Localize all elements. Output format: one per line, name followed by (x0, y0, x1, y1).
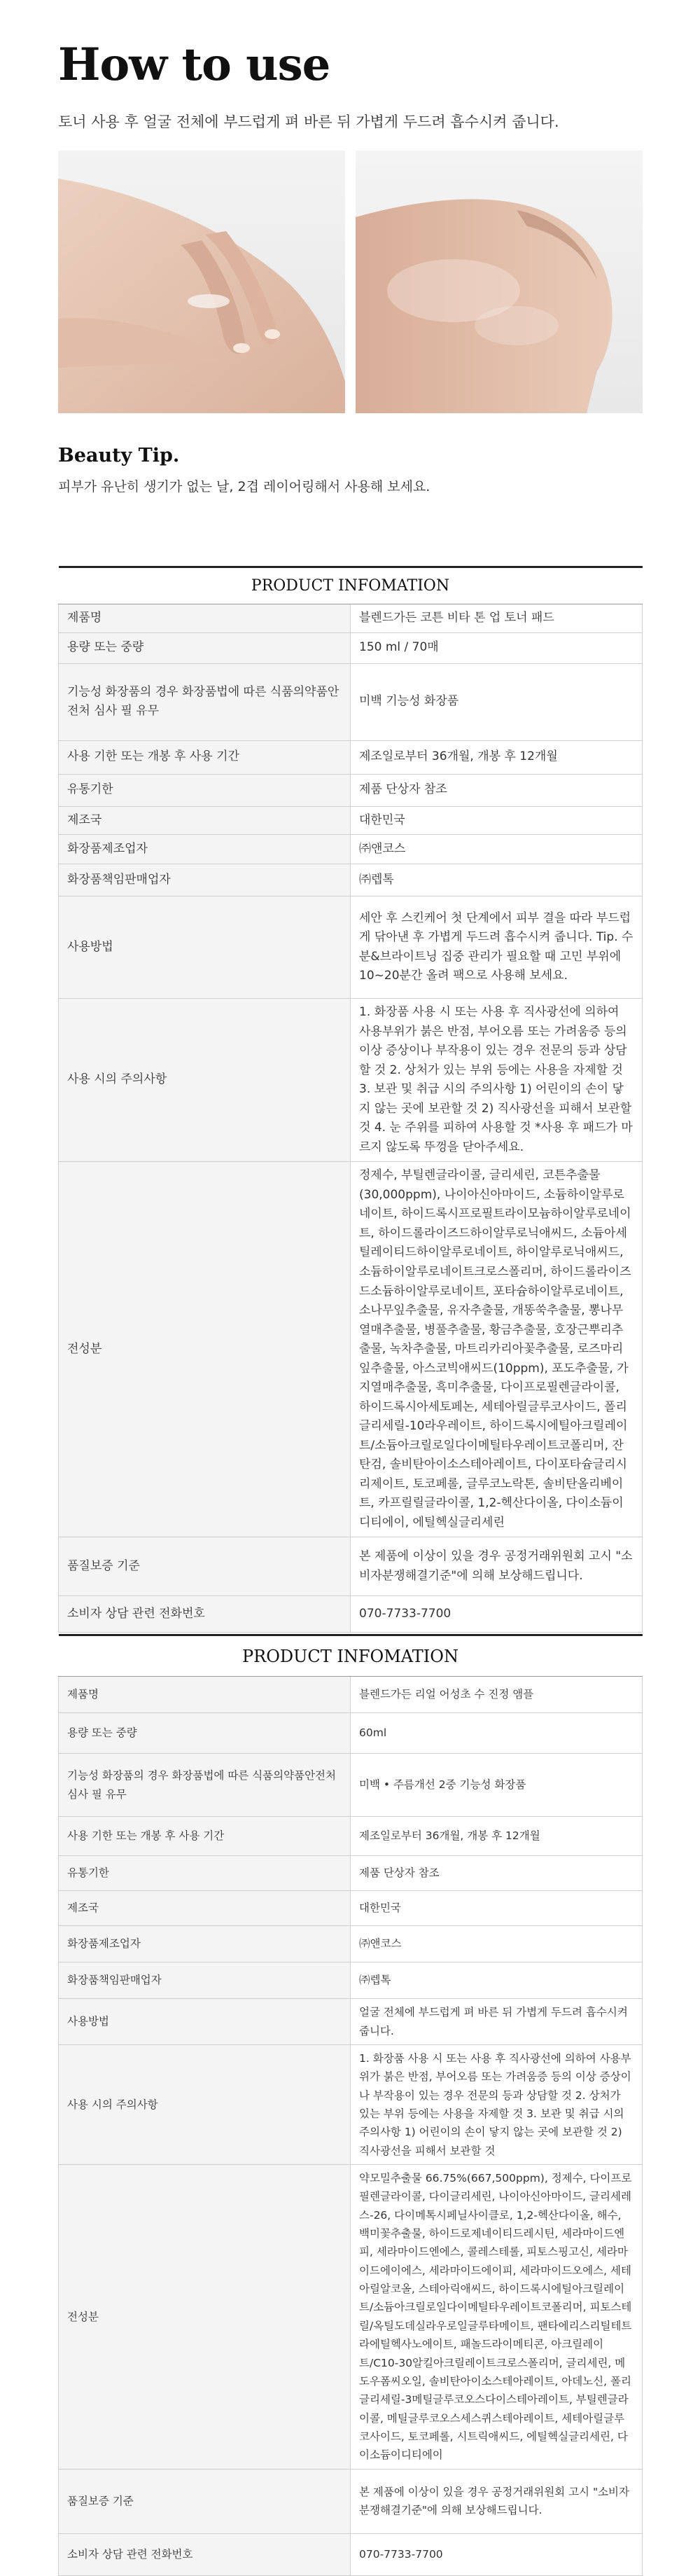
table-row (59, 2469, 643, 2533)
beauty-tip-description: 피부가 유난히 생기가 없는 날, 2겹 레이어링해서 사용해 보세요. (58, 479, 430, 494)
row-value: 정제수, 부틸렌글라이콜, 글리세린, 코튼추출물(30,000ppm), 나이아신아마이드, 소듐하이알루로네이트, 하이드록시프로필트라이모늄하이알루로네이트, 하이드롤라이즈드하이알루로닉애씨드, 소듐아세틸레이티드하이알루로네이트, 하이알루로닉애씨드, 소듐하이알루로네이트크로스폴리머, 하이드롤라이즈드소듐하이알루로네이트, 포타슘하이알루로네이트, 소나무잎추출물, 유자추출물, 개똥쑥추출물, 뽕나무열매추출물, 병풀추출물, 황금추출물, 호장근뿌리추출물, 녹차추출물, 마트리카리아꽃추출물, 로즈마리잎추출물, 아스코빅애씨드(10ppm), 포도추출물, 가지열매추출물, 흑미추출물, 다이프로필렌글라이콜, 하이드록시아세토페논, 세테아릴글루코사이드, 폴리글리세릴-10라우레이트, 하이드록시에틸아크릴레이트/소듐아크릴로일다이메틸타우레이트코폴리머, 잔탄검, 솔비탄아이소스테아레이트, 다이포타슘글리시리제이트, 토코페롤, 글루코노락톤, 솔비탄올리베이트, 카프릴릴글라이콜, 1,2-헥산다이올, 다이소듐이디티에이, 에틸헥실글리세린 (351, 1162, 643, 1537)
table-row (59, 774, 643, 806)
row-label: 화장품책임판매업자 (59, 864, 351, 896)
row-value: 제품 단상자 참조 (351, 774, 643, 806)
row-label: 품질보증 기준 (59, 2469, 351, 2533)
row-value: 대한민국 (351, 806, 643, 835)
row-label: 화장품제조업자 (59, 1926, 351, 1962)
row-value: 1. 화장품 사용 시 또는 사용 후 직사광선에 의하여 사용부위가 붉은 반점, 부어오름 또는 가려움증 등의 이상 증상이나 부작용이 있는 경우 전문의 등과 상담할 것 2. 상처가 있는 부위 등에는 사용을 자제할 것 3. 보관 및 취급 시의 주의사항 1) 어린이의 손이 닿지 않는 곳에 보관할 것 2) 직사광선을 피해서 보관할 것 4. 눈 주위를 피하여 사용할 것 *사용 후 패드가 마르지 않도록 뚜껑을 닫아주세요. (351, 999, 643, 1162)
row-value: 1. 화장품 사용 시 또는 사용 후 직사광선에 의하여 사용부위가 붉은 반점, 부어오름 또는 가려움증 등의 이상 증상이나 부작용이 있는 경우 전문의 등과 상담할 것 2. 상처가 있는 부위 등에는 사용을 자제할 것 3. 보관 및 취급 시의 주의사항 1) 어린이의 손이 닿지 않는 곳에 보관할 것 2) 직사광선을 피해서 보관할 것 (351, 2045, 643, 2165)
table-row (59, 806, 643, 835)
row-value: ㈜앤코스 (351, 835, 643, 864)
row-value: 블렌드가든 리얼 어성초 수 진정 앰플 (351, 1677, 643, 1713)
table-row (59, 896, 643, 999)
row-label: 화장품책임판매업자 (59, 1962, 351, 1999)
row-label: 소비자 상담 관련 전화번호 (59, 1596, 351, 1633)
table-row (59, 604, 643, 633)
row-value: 미백 기능성 화장품 (351, 663, 643, 740)
row-value: 070-7733-7700 (351, 1596, 643, 1633)
table-heading: PRODUCT INFOMATION (59, 1635, 643, 1677)
table-heading: PRODUCT INFOMATION (59, 567, 643, 604)
table-row (59, 663, 643, 740)
table-row (59, 2045, 643, 2165)
row-value: 블렌드가든 코튼 비타 톤 업 토너 패드 (351, 604, 643, 633)
row-label: 용량 또는 중량 (59, 1713, 351, 1754)
table-row (59, 632, 643, 663)
row-label: 화장품제조업자 (59, 835, 351, 864)
row-label: 사용 기한 또는 개봉 후 사용 기간 (59, 1817, 351, 1856)
row-label: 사용 시의 주의사항 (59, 2045, 351, 2165)
row-value: 070-7733-7700 (351, 2533, 643, 2575)
row-label: 사용 시의 주의사항 (59, 999, 351, 1162)
application-photo-fingers (58, 151, 345, 413)
row-value: 150 ml / 70매 (351, 632, 643, 663)
table-row (59, 1596, 643, 1633)
row-value: 제조일로부터 36개월, 개봉 후 12개월 (351, 740, 643, 774)
row-label: 유통기한 (59, 774, 351, 806)
table-row (59, 999, 643, 1162)
row-label: 사용 기한 또는 개봉 후 사용 기간 (59, 740, 351, 774)
hand-absorbed-icon (356, 151, 643, 413)
row-value: 본 제품에 이상이 있을 경우 공정거래위원회 고시 "소비자분쟁해결기준"에 의해 보상해드립니다. (351, 2469, 643, 2533)
hand-applying-product-icon (58, 151, 345, 413)
row-value: 60ml (351, 1713, 643, 1754)
row-label: 품질보증 기준 (59, 1537, 351, 1596)
row-value: 본 제품에 이상이 있을 경우 공정거래위원회 고시 "소비자분쟁해결기준"에 의해 보상해드립니다. (351, 1537, 643, 1596)
table-row (59, 1856, 643, 1891)
row-label: 기능성 화장품의 경우 화장품법에 따른 식품의약품안전처 심사 필 유무 (59, 663, 351, 740)
row-value: ㈜앤코스 (351, 1926, 643, 1962)
table-row (59, 1754, 643, 1817)
how-to-use-description: 토너 사용 후 얼굴 전체에 부드럽게 펴 바른 뒤 가볍게 두드려 흡수시켜 줍니다. (58, 113, 559, 130)
row-label: 용량 또는 중량 (59, 632, 351, 663)
beauty-tip-title: Beauty Tip. (58, 445, 180, 466)
table-row (59, 1713, 643, 1754)
product-info-table-toner-pad (58, 566, 643, 1633)
table-row (59, 1817, 643, 1856)
row-value: 세안 후 스킨케어 첫 단계에서 피부 결을 따라 부드럽게 닦아낸 후 가볍게 두드려 흡수시켜 줍니다. Tip. 수분&브라이트닝 집중 관리가 필요할 때 고민 부위에 10~20분간 올려 팩으로 사용해 보세요. (351, 896, 643, 999)
table-row (59, 1162, 643, 1537)
table-row (59, 1677, 643, 1713)
row-label: 소비자 상담 관련 전화번호 (59, 2533, 351, 2575)
table-row (59, 2165, 643, 2470)
row-label: 유통기한 (59, 1856, 351, 1891)
row-value: 얼굴 전체에 부드럽게 펴 바른 뒤 가볍게 두드려 흡수시켜 줍니다. (351, 1999, 643, 2045)
row-label: 전성분 (59, 2165, 351, 2470)
row-value: 대한민국 (351, 1891, 643, 1926)
table-row (59, 1999, 643, 2045)
row-label: 기능성 화장품의 경우 화장품법에 따른 식품의약품안전처 심사 필 유무 (59, 1754, 351, 1817)
table-row (59, 740, 643, 774)
product-info-table-ampoule (58, 1634, 643, 2576)
how-to-use-title: How to use (58, 39, 330, 91)
application-photo-absorbed (356, 151, 643, 413)
row-value: ㈜렙톡 (351, 1962, 643, 1999)
row-value: ㈜렙톡 (351, 864, 643, 896)
row-label: 제조국 (59, 1891, 351, 1926)
table-row (59, 1891, 643, 1926)
row-label: 제품명 (59, 1677, 351, 1713)
table-row (59, 2533, 643, 2575)
table-row (59, 1537, 643, 1596)
row-label: 전성분 (59, 1162, 351, 1537)
row-value: 미백 • 주름개선 2중 기능성 화장품 (351, 1754, 643, 1817)
row-value: 제품 단상자 참조 (351, 1856, 643, 1891)
row-label: 제품명 (59, 604, 351, 633)
row-label: 사용방법 (59, 1999, 351, 2045)
row-value: 약모밀추출물 66.75%(667,500ppm), 정제수, 다이프로필렌글라이콜, 다이글리세린, 나이아신아마이드, 글리세레스-26, 다이메톡시페닐사이클로, 1,2-헥산다이올, 해수, 백미꽃추출물, 하이드로제네이티드레시틴, 세라마이드엔피, 세라마이드엔에스, 콜레스테롤, 피토스핑고신, 세라마이드에이에스, 세라마이드에이피, 세라마이드오에스, 세테아릴알코올, 스테아릭애씨드, 하이드록시에틸아크릴레이트/소듐아크릴로일다이메틸타우레이트코폴리머, 피토스테릴/옥틸도데실라우로일글루타메이트, 팬타에리스리틸테트라에틸헥사노에이트, 패놀드라이메티콘, 아크릴레이트/C10-30알킬아크릴레이트크로스폴리머, 글리세린, 메도우폼씨오일, 솔비탄아이소스테아레이트, 아데노신, 폴리글리세릴-3메틸글루코오스다이스테아레이트, 부틸렌글라이콜, 메틸글루코오스세스퀴스테아레이트, 세테아릴글루코사이드, 토코페롤, 시트릭애씨드, 에틸헥실글리세린, 다이소듐이디티에이 (351, 2165, 643, 2470)
table-row (59, 1926, 643, 1962)
row-value: 제조일로부터 36개월, 개봉 후 12개월 (351, 1817, 643, 1856)
row-label: 제조국 (59, 806, 351, 835)
table-row (59, 864, 643, 896)
row-label: 사용방법 (59, 896, 351, 999)
table-row (59, 1962, 643, 1999)
table-row (59, 835, 643, 864)
